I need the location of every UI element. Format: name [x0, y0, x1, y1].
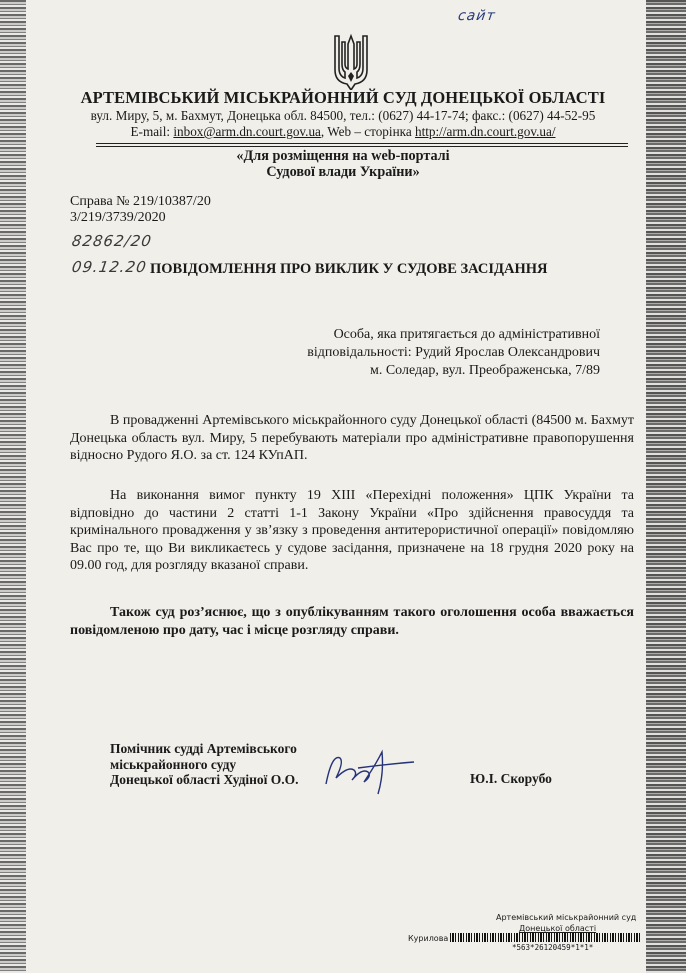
signer-name: Ю.І. Скорубо	[470, 771, 552, 786]
header-rule-top	[96, 143, 628, 144]
addressee-line1: Особа, яка притягається до адміністративної	[333, 327, 600, 342]
publication-note-line2: Судової влади України»	[266, 164, 420, 180]
handwritten-note-site: сайт	[456, 8, 497, 24]
handwritten-registration-date: 09.12.20	[70, 258, 149, 276]
trident-emblem-icon	[331, 32, 371, 90]
proceeding-number: 3/219/3739/2020	[70, 210, 166, 225]
stamp-court-name: Артемівський міськрайонний суд	[496, 913, 637, 922]
court-address: вул. Миру, 5, м. Бахмут, Донецька обл. 84500, тел.: (0627) 44-17-74; факс.: (0627) 44-52-95	[90, 108, 596, 123]
document-title: ПОВІДОМЛЕННЯ ПРО ВИКЛИК У СУДОВЕ ЗАСІДАННЯ	[150, 261, 548, 277]
scan-edge-right	[646, 0, 686, 973]
email-label: E-mail:	[130, 124, 174, 139]
paragraph-notice: Також суд роз’яснює, що з опублікуванням такого оголошення особа вважається повідомленою про дату, час і місце розгляду справи.	[70, 605, 634, 638]
scan-edge-left	[0, 0, 26, 973]
handwritten-registration-number: 82862/20	[70, 232, 154, 250]
handwritten-signature-icon	[318, 744, 418, 798]
court-contacts	[0, 124, 686, 140]
stamp-clerk: Курилова	[408, 934, 449, 943]
email-link[interactable]: inbox@arm.dn.court.gov.ua	[173, 124, 321, 139]
header-rule-bottom	[96, 146, 628, 147]
web-link[interactable]: http://arm.dn.court.gov.ua/	[414, 124, 556, 139]
web-label: , Web – сторінка	[320, 124, 415, 139]
signature-position-line2: міськрайонного суду	[110, 756, 237, 772]
signature-position-line1: Помічник судді Артемівського	[110, 741, 297, 756]
bleed-through-text	[238, 340, 328, 370]
addressee-line2: відповідальності: Рудий Ярослав Олександрович	[307, 345, 600, 360]
barcode-code: *563*26120459*1*1*	[512, 943, 594, 952]
signature-position-line3: Донецької області Худіної О.О.	[110, 772, 299, 787]
publication-note-line1: «Для розміщення на web-порталі	[236, 148, 450, 164]
case-number: Справа № 219/10387/20	[70, 194, 211, 209]
signature-block	[110, 741, 299, 788]
barcode	[450, 933, 640, 942]
stamp-region: Донецької області	[519, 924, 597, 933]
paragraph-summons: На виконання вимог пункту 19 ХІІІ «Перехідні положення» ЦПК України та відповідно до частини 2 статті 1-1 Закону України «Про здійснення правосуддя та кримінального провадження у зв’язку з проведення антитерористичної операції» повідомляю Вас про те, що Ви викликаєтесь у судове засідання, призначене на 18 грудня 2020 року на 09.00 год, для розгляду вказаної справи.	[70, 488, 634, 573]
addressee-line3: м. Соледар, вул. Преображенська, 7/89	[369, 363, 600, 378]
paragraph-proceeding: В провадженні Артемівського міськрайонного суду Донецької області (84500 м. Бахмут Донецька область вул. Миру, 5 перебувають матеріали про адміністративне правопорушення відносно Рудого Я.О. за ст. 124 КУпАП.	[70, 413, 634, 463]
court-name: АРТЕМІВСЬКИЙ МІСЬКРАЙОННИЙ СУД ДОНЕЦЬКОЇ ОБЛАСТІ	[80, 88, 606, 107]
